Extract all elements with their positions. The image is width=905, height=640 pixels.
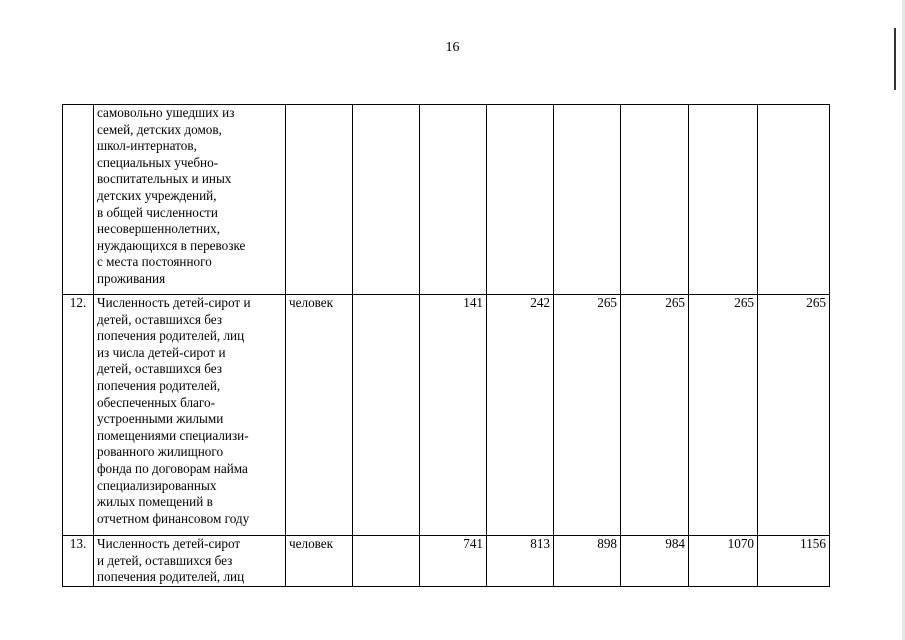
value-cell: 265 bbox=[689, 295, 758, 536]
value-cell: 984 bbox=[621, 536, 689, 587]
unit-cell bbox=[286, 105, 353, 295]
value-cell bbox=[621, 105, 689, 295]
indicator-name bbox=[94, 536, 286, 587]
indicator-name-line: устроенными жилыми bbox=[97, 411, 224, 427]
indicator-name-line: с места постоянного bbox=[97, 254, 212, 270]
indicator-name-line: детей, оставшихся без bbox=[97, 361, 223, 377]
table-row bbox=[63, 295, 830, 536]
indicator-name-line: Численность детей-сирот bbox=[97, 536, 241, 551]
value-cell: 265 bbox=[758, 295, 830, 536]
value-cell: 1070 bbox=[689, 536, 758, 587]
value-cell: 242 bbox=[487, 295, 554, 536]
base-value-cell bbox=[353, 105, 420, 295]
value-cell bbox=[487, 105, 554, 295]
value-cell bbox=[420, 105, 487, 295]
value-cell bbox=[554, 105, 621, 295]
indicator-name-line: специализированных bbox=[97, 477, 217, 493]
indicator-name-line: отчетном финансовом году bbox=[97, 510, 250, 526]
indicator-name-line: рованного жилищного bbox=[97, 444, 224, 460]
value-cell: 898 bbox=[554, 536, 621, 587]
indicator-name-line: семей, детских домов, bbox=[97, 121, 222, 137]
value-cell: 741 bbox=[420, 536, 487, 587]
row-number: 12. bbox=[63, 295, 94, 536]
indicator-name-line: помещениями специализи- bbox=[97, 427, 249, 443]
indicator-name-line: нуждающихся в перевозке bbox=[97, 237, 246, 253]
indicator-name-line: проживания bbox=[97, 270, 166, 286]
indicator-name-line: несовершеннолетних, bbox=[97, 221, 221, 237]
value-cell: 265 bbox=[554, 295, 621, 536]
base-value-cell bbox=[353, 295, 420, 536]
unit-cell: человек bbox=[286, 536, 353, 587]
row-number: 13. bbox=[63, 536, 94, 587]
indicator-name bbox=[94, 105, 286, 295]
indicator-name-line: воспитательных и иных bbox=[97, 171, 232, 187]
indicator-name-line: Численность детей-сирот и bbox=[97, 295, 251, 310]
scan-mark bbox=[894, 28, 896, 90]
indicator-name-line: попечения родителей, лиц bbox=[97, 328, 245, 344]
indicator-name-line: и детей, оставшихся без bbox=[97, 552, 233, 568]
indicator-name-line: из числа детей-сирот и bbox=[97, 344, 226, 360]
indicator-name-line: школ-интернатов, bbox=[97, 138, 197, 154]
indicator-name-line: попечения родителей, bbox=[97, 377, 221, 393]
value-cell: 1156 bbox=[758, 536, 830, 587]
row-number bbox=[63, 105, 94, 295]
indicator-name-line: в общей численности bbox=[97, 204, 218, 220]
indicators-table bbox=[62, 104, 830, 587]
indicator-name-line: специальных учебно- bbox=[97, 154, 219, 170]
value-cell: 265 bbox=[621, 295, 689, 536]
value-cell: 813 bbox=[487, 536, 554, 587]
page-number: 16 bbox=[445, 40, 460, 55]
value-cell bbox=[689, 105, 758, 295]
value-cell bbox=[758, 105, 830, 295]
table-row bbox=[63, 105, 830, 295]
table-row bbox=[63, 536, 830, 587]
value-cell: 141 bbox=[420, 295, 487, 536]
indicator-name-line: детей, оставшихся без bbox=[97, 311, 223, 327]
indicator-name-line: детских учреждений, bbox=[97, 187, 217, 203]
indicator-name-line: самовольно ушедших из bbox=[97, 105, 235, 120]
unit-cell: человек bbox=[286, 295, 353, 536]
indicator-name-line: жилых помещений в bbox=[97, 494, 213, 510]
indicator-name bbox=[94, 295, 286, 536]
indicator-name-line: попечения родителей, лиц bbox=[97, 569, 245, 585]
indicator-name-line: фонда по договорам найма bbox=[97, 460, 248, 476]
table-body bbox=[63, 105, 830, 587]
base-value-cell bbox=[353, 536, 420, 587]
indicator-name-line: обеспеченных благо- bbox=[97, 394, 215, 410]
